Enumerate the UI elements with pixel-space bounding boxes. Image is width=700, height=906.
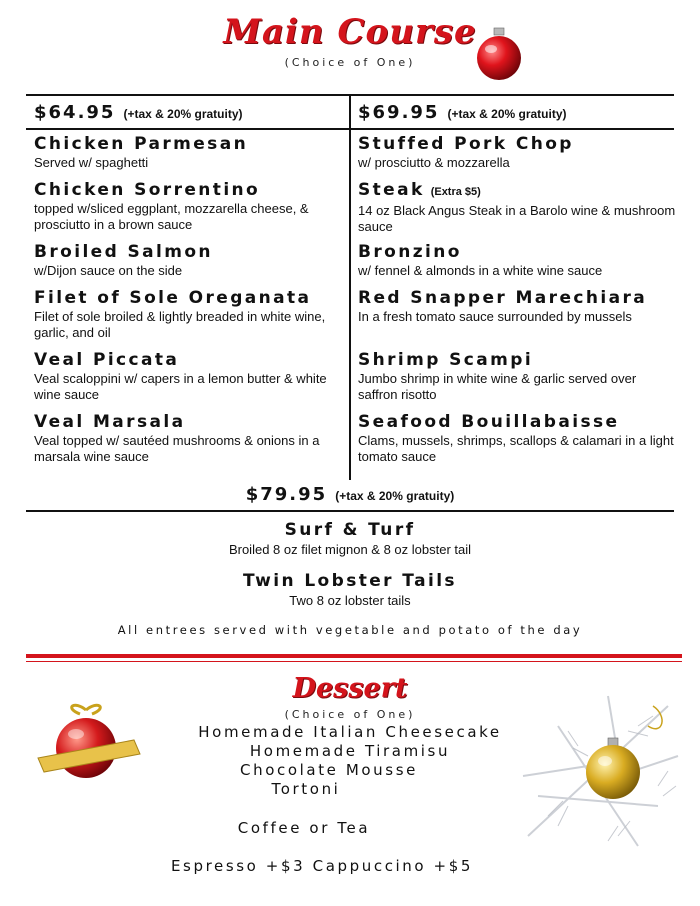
menu-item-name: Stuffed Pork Chop [358,134,574,154]
premium-price-tax: (+tax & 20% gratuity) [335,489,455,503]
section-divider-red [26,654,682,658]
menu-item-name [358,180,676,203]
menu-item-extra: (Extra $5) [430,186,481,198]
gold-ornament-icon [518,686,683,862]
menu-item [358,180,676,233]
menu-item-desc: Jumbo shrimp in white wine & garlic served over saffron risotto [358,371,637,402]
menu-item-desc: w/ fennel & almonds in a white wine sauce [358,263,603,278]
menu-item [34,412,349,465]
dessert-list [150,723,550,799]
menu-item-name-text: Steak [358,180,425,200]
menu-item-name: Red Snapper Marechiara [358,288,648,308]
ribbon-ornament-icon [34,700,144,790]
red-ornament-icon [474,26,524,82]
dessert-item: Tortoni [271,780,341,798]
menu-item-name: Bronzino [358,242,462,262]
menu-item [358,412,676,465]
premium-divider [26,510,674,512]
left-price: $64.95 [34,102,116,123]
menu-item-desc: Filet of sole broiled & lightly breaded in white wine, garlic, and oil [34,309,326,340]
menu-item-name: Chicken Parmesan [34,134,249,154]
menu-item-desc: w/ prosciutto & mozzarella [358,155,510,170]
menu-item [34,134,349,171]
right-price-tax: (+tax & 20% gratuity) [447,107,567,121]
menu-item-desc: In a fresh tomato sauce surrounded by mussels [358,309,632,324]
menu-item [358,134,676,171]
menu-item-name: Shrimp Scampi [358,350,534,370]
menu-item-desc: w/Dijon sauce on the side [34,263,183,278]
menu-item [358,350,676,403]
menu-item-name: Veal Marsala [34,412,186,432]
dessert-title: Dessert [292,673,408,704]
menu-item [34,180,349,233]
left-price-row [34,102,243,123]
menu-item-desc: Veal scaloppini w/ capers in a lemon butter & white wine sauce [34,371,327,402]
espresso-line: Espresso +$3 Cappuccino +$5 [170,857,474,875]
menu-item-name: Filet of Sole Oreganata [34,288,312,308]
menu-item [34,288,349,341]
section-divider-red-thin [26,661,682,662]
right-price-row [358,102,567,123]
premium-price-row [0,484,700,505]
menu-item-desc: 14 oz Black Angus Steak in a Barolo wine & mushroom sauce [358,203,676,234]
menu-item-name: Seafood Bouillabaisse [358,412,620,432]
dessert-item: Homemade Tiramisu [249,742,451,760]
menu-item-desc: Veal topped w/ sautéed mushrooms & onions in a marsala wine sauce [34,433,320,464]
premium-item-desc: Broiled 8 oz filet mignon & 8 oz lobster tail [228,542,472,557]
dessert-item: Chocolate Mousse [240,761,418,779]
left-menu-column [34,134,349,474]
right-menu-column [358,134,676,474]
left-price-tax: (+tax & 20% gratuity) [123,107,243,121]
menu-item-desc: Served w/ spaghetti [34,155,149,170]
menu-item [34,350,349,403]
right-price: $69.95 [358,102,440,123]
menu-item-name: Veal Piccata [34,350,180,370]
main-course-title: Main Course [223,12,477,52]
premium-price: $79.95 [245,484,328,505]
column-divider [349,94,351,480]
menu-item [34,242,349,279]
entree-note: All entrees served with vegetable and potato of the day [117,623,583,637]
menu-item-name: Chicken Sorrentino [34,180,261,200]
menu-item [358,288,676,341]
price-divider [26,128,674,130]
menu-item-name: Broiled Salmon [34,242,213,262]
menu-item-desc: Clams, mussels, shrimps, scallops & calamari in a light tomato sauce [358,433,674,464]
coffee-line: Coffee or Tea [237,819,371,837]
dessert-item: Homemade Italian Cheesecake [198,723,502,741]
main-course-subtitle: (Choice of One) [284,56,416,69]
menu-item-desc: topped w/sliced eggplant, mozzarella cheese, & prosciutto in a brown sauce [34,201,309,232]
premium-item-name: Surf & Turf [284,520,416,540]
menu-item [358,242,676,279]
dessert-subtitle: (Choice of One) [284,708,416,721]
premium-item-desc: Two 8 oz lobster tails [289,593,411,608]
premium-item-name: Twin Lobster Tails [243,571,457,591]
